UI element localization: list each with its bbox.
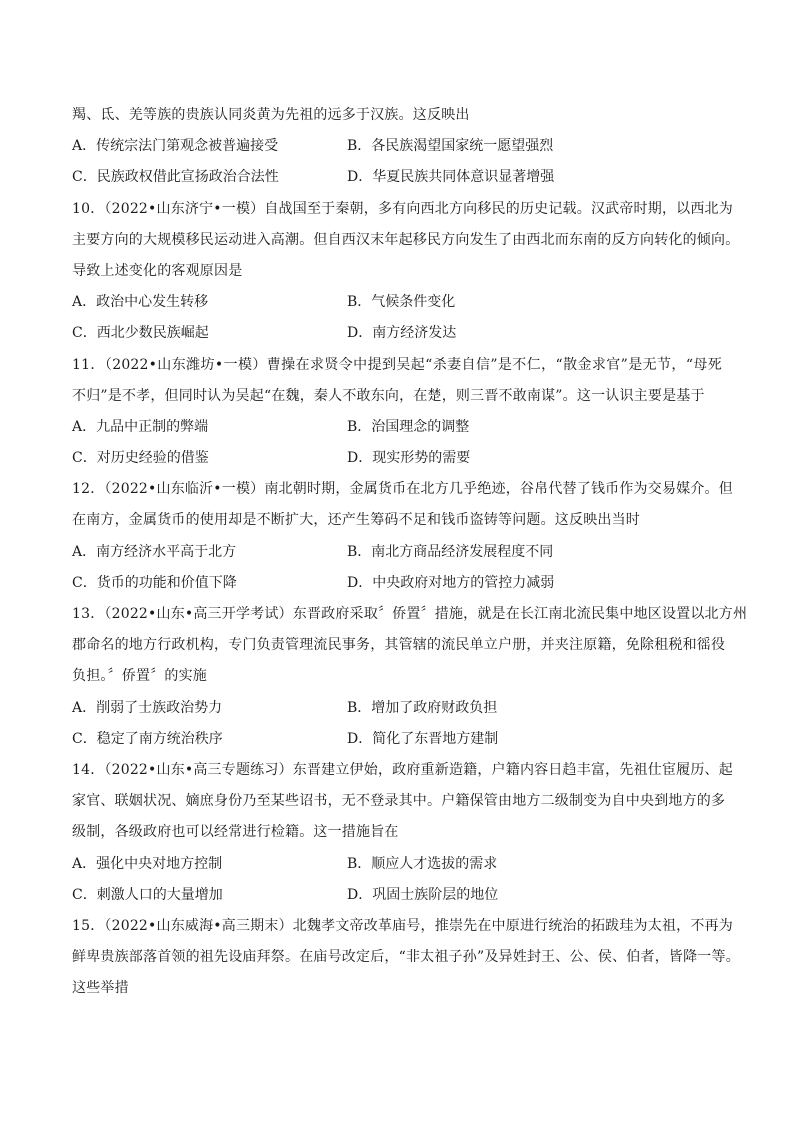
question-13-options-row-1 xyxy=(72,693,722,724)
question-11-option-d[interactable]: D．现实形势的需要 xyxy=(347,450,471,467)
question-14-option-c[interactable]: C．刺激人口的大量增加 xyxy=(72,886,223,903)
question-10-stem-line-3: 导致上述变化的客观原因是 xyxy=(72,262,243,279)
question-13-stem-line-2: 郡命名的地方行政机构，专门负责管理流民事务，其管辖的流民单立户册，并夹注原籍，免除租税和徭役 xyxy=(72,637,726,654)
question-13-stem-line-1: 13．（2022•山东•高三开学考试）东晋政府采取〞侨置〞措施，就是在长江南北流民集中地区设置以北方州 xyxy=(72,606,748,622)
question-12-option-d[interactable]: D．中央政府对地方的管控力减弱 xyxy=(347,574,555,591)
question-13-option-a[interactable]: A．削弱了士族政治势力 xyxy=(72,699,223,716)
question-12-options-row-2 xyxy=(72,568,722,599)
question-13-option-d[interactable]: D．简化了东晋地方建制 xyxy=(347,730,499,747)
question-10-option-c[interactable]: C．西北少数民族崛起 xyxy=(72,325,209,342)
question-15-stem-line-2: 鲜卑贵族部落首领的祖先设庙拜祭。在庙号改定后，“非太祖子孙”及异姓封王、公、侯、伯者，皆降一等。 xyxy=(72,949,740,966)
question-13-stem-line-3: 负担。〞侨置〞的实施 xyxy=(72,668,207,685)
question-14-option-a[interactable]: A．强化中央对地方控制 xyxy=(72,855,223,872)
question-15-stem-line-1: 15．（2022•山东威海•高三期末）北魏孝文帝改革庙号，推崇先在中原进行统治的拓跋珪为太祖，不再为 xyxy=(72,917,733,934)
question-12-options-row-1 xyxy=(72,537,722,568)
question-13 xyxy=(72,599,748,755)
question-10-options-row-1 xyxy=(72,287,722,318)
question-10-options-row-2 xyxy=(72,318,722,349)
question-9-option-b[interactable]: B．各民族渴望国家统一愿望强烈 xyxy=(347,138,554,155)
question-14-stem-line-3: 级制，各级政府也可以经常进行检籍。这一措施旨在 xyxy=(72,824,399,841)
question-14-option-b[interactable]: B．顺应人才选拔的需求 xyxy=(347,855,498,872)
question-11-option-c[interactable]: C．对历史经验的借鉴 xyxy=(72,450,209,467)
question-10-option-b[interactable]: B．气候条件变化 xyxy=(347,294,456,311)
question-10-option-a[interactable]: A．政治中心发生转移 xyxy=(72,294,209,311)
question-10-stem-line-2: 主要方向的大规模移民运动进入高潮。但自西汉末年起移民方向发生了由西北而东南的反方向转化的倾向。 xyxy=(72,231,740,248)
question-13-option-c[interactable]: C．稳定了南方统治秩序 xyxy=(72,730,223,747)
question-13-option-b[interactable]: B．增加了政府财政负担 xyxy=(347,699,498,716)
question-11-option-a[interactable]: A．九品中正制的弊端 xyxy=(72,418,209,435)
question-14-stem-line-2: 家官、联姻状况、嫡庶身份乃至某些诏书，无不登录其中。户籍保管由地方二级制变为自中央到地方的多 xyxy=(72,793,726,810)
question-11-stem-line-2: 不归”是不孝，但同时认为吴起“在魏，秦人不敢东向，在楚，则三晋不敢南谋”。这一认识主要是基于 xyxy=(72,387,705,404)
question-11-option-b[interactable]: B．治国理念的调整 xyxy=(347,418,470,435)
question-9-stem-line: 羯、氐、羌等族的贵族认同炎黄为先祖的远多于汉族。这反映出 xyxy=(72,107,470,123)
question-9-option-a[interactable]: A．传统宗法门第观念被普遍接受 xyxy=(72,138,279,155)
question-14-options-row-2 xyxy=(72,880,722,911)
question-11-options-row-1 xyxy=(72,412,722,443)
question-15 xyxy=(72,911,740,1005)
question-9-options-row-2 xyxy=(72,162,722,193)
question-12 xyxy=(72,474,733,599)
question-9 xyxy=(72,100,722,194)
question-11-options-row-2 xyxy=(72,443,722,474)
question-14 xyxy=(72,755,733,911)
question-12-option-b[interactable]: B．南北方商品经济发展程度不同 xyxy=(347,543,554,560)
question-10-option-d[interactable]: D．南方经济发达 xyxy=(347,325,457,342)
question-12-option-a[interactable]: A．南方经济水平高于北方 xyxy=(72,543,237,560)
question-9-options-row-1 xyxy=(72,131,722,162)
question-14-options-row-1 xyxy=(72,849,722,880)
question-13-options-row-2 xyxy=(72,724,722,755)
question-12-stem-line-2: 在南方，金属货币的使用却是不断扩大，还产生筹码不足和钱币盗铸等问题。这反映出当时 xyxy=(72,512,640,529)
question-12-stem-line-1: 12．（2022•山东临沂•一模）南北朝时期，金属货币在北方几乎绝迹，谷帛代替了钱币作为交易媒介。但 xyxy=(72,481,733,498)
question-15-stem-line-3: 这些举措 xyxy=(72,980,129,997)
question-12-option-c[interactable]: C．货币的功能和价值下降 xyxy=(72,574,237,591)
question-10-stem-line-1: 10．（2022•山东济宁•一模）自战国至于秦朝，多有向西北方向移民的历史记载。汉武帝时期，以西北为 xyxy=(72,200,733,217)
question-10 xyxy=(72,194,740,350)
question-9-option-d[interactable]: D．华夏民族共同体意识显著增强 xyxy=(347,169,555,186)
question-11-stem-line-1: 11．（2022•山东潍坊•一模）曹操在求贤令中提到吴起“杀妻自信”是不仁，“散金求官”是无节，“母死 xyxy=(72,356,722,373)
question-14-stem-line-1: 14．（2022•山东•高三专题练习）东晋建立伊始，政府重新造籍，户籍内容日趋丰富，先祖仕宦履历、起 xyxy=(72,761,733,778)
question-9-option-c[interactable]: C．民族政权借此宣扬政治合法性 xyxy=(72,169,279,186)
question-14-option-d[interactable]: D．巩固士族阶层的地位 xyxy=(347,886,499,903)
question-11 xyxy=(72,350,722,475)
exam-page xyxy=(72,100,748,1004)
